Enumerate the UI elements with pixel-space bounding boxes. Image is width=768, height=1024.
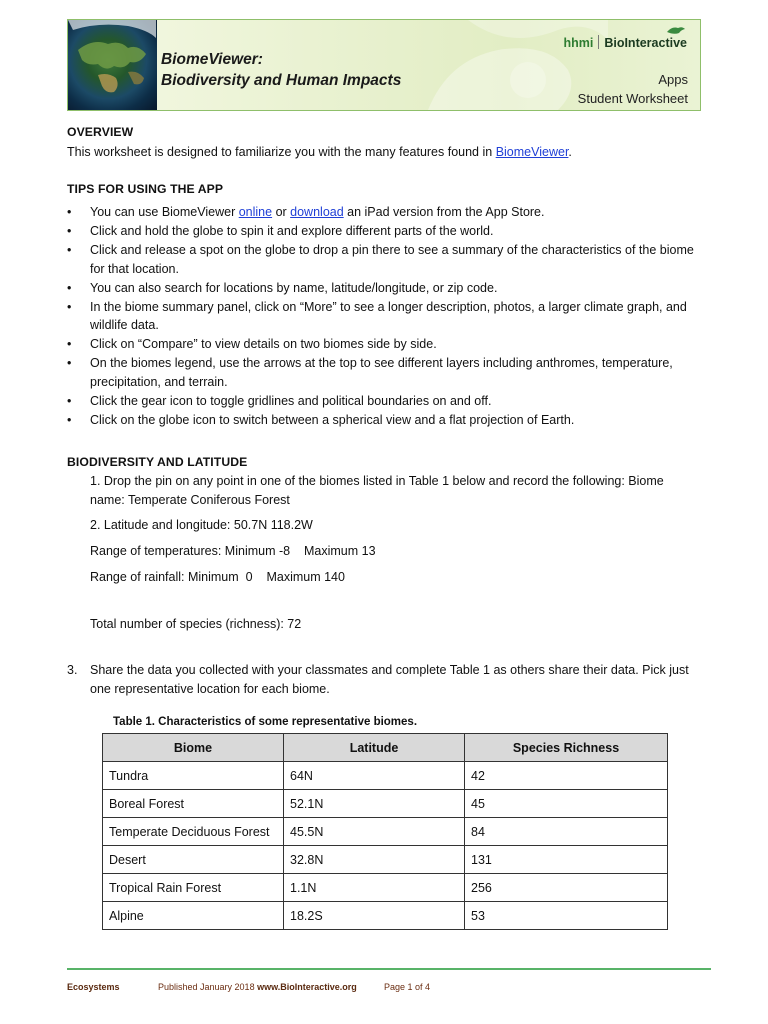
cell-richness: 42 [465, 762, 668, 790]
question-1-line2: name: Temperate Coniferous Forest [90, 493, 290, 507]
table-header-row [103, 734, 668, 762]
tip-item [67, 392, 707, 411]
bullet: • [67, 299, 72, 314]
table-row [103, 846, 668, 874]
cell-latitude: 64N [284, 762, 465, 790]
bullet: • [67, 243, 72, 257]
download-link[interactable]: download [290, 205, 344, 219]
bullet: • [67, 205, 72, 219]
species-richness: Total number of species (richness): 72 [90, 617, 302, 631]
rainfall-range: Range of rainfall: Minimum 0 Maximum 140 [90, 570, 345, 584]
biome-table [102, 733, 668, 930]
table-row [103, 902, 668, 930]
bullet: • [67, 337, 72, 351]
latitude-heading: BIODIVERSITY AND LATITUDE [67, 455, 248, 469]
cell-latitude: 32.8N [284, 846, 465, 874]
tip-text: an iPad version from the App Store. [343, 205, 545, 219]
footer-subject-text: Ecosystems [67, 982, 120, 992]
header-biome: Biome [103, 734, 284, 762]
brand-separator [598, 35, 599, 49]
footer-published [158, 982, 357, 992]
bullet: • [67, 412, 72, 427]
online-link[interactable]: online [238, 205, 273, 219]
brand-name: BioInteractive [604, 36, 687, 50]
tip-item [67, 222, 707, 241]
tip-item [67, 203, 707, 222]
tip-text: Click and release a spot on the globe to drop a pin there to see a summary of the characteristics of the biome for that location. [90, 243, 694, 276]
cell-biome: Tundra [103, 762, 284, 790]
tip-text: In the biome summary panel, click on “More” to see a longer description, photos, a larger climate graph, and wildlife data. [90, 299, 687, 332]
biomeviewer-link[interactable]: BiomeViewer [495, 145, 569, 159]
tip-item [67, 335, 707, 354]
cell-biome: Tropical Rain Forest [103, 874, 284, 902]
label-apps: Apps [658, 72, 688, 87]
bullet: • [67, 224, 72, 238]
tip-text: You can also search for locations by name, latitude/longitude, or zip code. [90, 280, 498, 295]
tip-text: Click the gear icon to toggle gridlines and political boundaries on and off. [90, 393, 492, 408]
overview-text-start: This worksheet is designed to familiarize you with the many features found in [67, 145, 496, 159]
banner-title [161, 49, 401, 91]
tip-text: Click on the globe icon to switch between a spherical view and a flat projection of Earth. [90, 412, 575, 427]
cell-richness: 256 [465, 874, 668, 902]
question-2: 2. Latitude and longitude: 50.7N 118.2W [90, 518, 313, 532]
footer-page-number: Page 1 of 4 [384, 982, 431, 992]
cell-biome: Desert [103, 846, 284, 874]
question-3-line2: one representative location for each biome. [90, 682, 330, 696]
tip-text: or [272, 205, 291, 219]
cell-latitude: 18.2S [284, 902, 465, 930]
cell-biome: Alpine [103, 902, 284, 930]
tip-item [67, 411, 707, 430]
banner-title-line1: BiomeViewer: [161, 51, 263, 68]
tip-item [67, 298, 707, 335]
footer-site-link[interactable]: www.BioInteractive.org [257, 982, 357, 992]
question-3-line1: Share the data you collected with your classmates and complete Table 1 as others share their data. Pick just [90, 663, 689, 677]
overview-heading: OVERVIEW [67, 125, 134, 139]
header-banner [67, 19, 701, 111]
bullet: • [67, 393, 72, 408]
cell-latitude: 45.5N [284, 818, 465, 846]
table-row [103, 762, 668, 790]
cell-biome: Boreal Forest [103, 790, 284, 818]
question-1-line1: 1. Drop the pin on any point in one of the biomes listed in Table 1 below and record the following: Biome [90, 474, 664, 488]
cell-latitude: 52.1N [284, 790, 465, 818]
header-species-richness: Species Richness [465, 734, 668, 762]
brand-logo [563, 35, 687, 50]
tip-item [67, 354, 707, 391]
temperature-range: Range of temperatures: Minimum -8 Maximum 13 [90, 544, 376, 558]
globe-image [68, 20, 157, 110]
footer-subject [67, 982, 120, 992]
overview-text-end: . [568, 145, 572, 159]
cell-richness: 131 [465, 846, 668, 874]
tip-text: On the biomes legend, use the arrows at the top to see different layers including anthromes, temperature, precipitation, and terrain. [90, 356, 673, 389]
bullet: • [67, 356, 72, 370]
table-row [103, 874, 668, 902]
header-latitude: Latitude [284, 734, 465, 762]
tips-list [67, 203, 707, 430]
cell-richness: 84 [465, 818, 668, 846]
question-3-number: 3. [67, 663, 78, 677]
bullet: • [67, 280, 72, 295]
table-row [103, 818, 668, 846]
tip-text: You can use BiomeViewer [90, 205, 239, 219]
tips-heading: TIPS FOR USING THE APP [67, 182, 224, 196]
cell-richness: 45 [465, 790, 668, 818]
table-row [103, 790, 668, 818]
cell-biome: Temperate Deciduous Forest [103, 818, 284, 846]
footer-divider [67, 968, 711, 970]
footer-published-text: Published January 2018 [158, 982, 258, 992]
tip-text: Click on “Compare” to view details on two biomes side by side. [90, 337, 437, 351]
tip-item [67, 241, 707, 278]
brand-hhmi: hhmi [563, 36, 594, 50]
banner-title-line2: Biodiversity and Human Impacts [161, 72, 402, 89]
overview-text [67, 145, 572, 159]
cell-latitude: 1.1N [284, 874, 465, 902]
cell-richness: 53 [465, 902, 668, 930]
tip-text: Click and hold the globe to spin it and explore different parts of the world. [90, 224, 494, 238]
table-caption: Table 1. Characteristics of some representative biomes. [113, 716, 418, 728]
tip-item [67, 279, 707, 298]
label-student-worksheet: Student Worksheet [577, 91, 688, 106]
